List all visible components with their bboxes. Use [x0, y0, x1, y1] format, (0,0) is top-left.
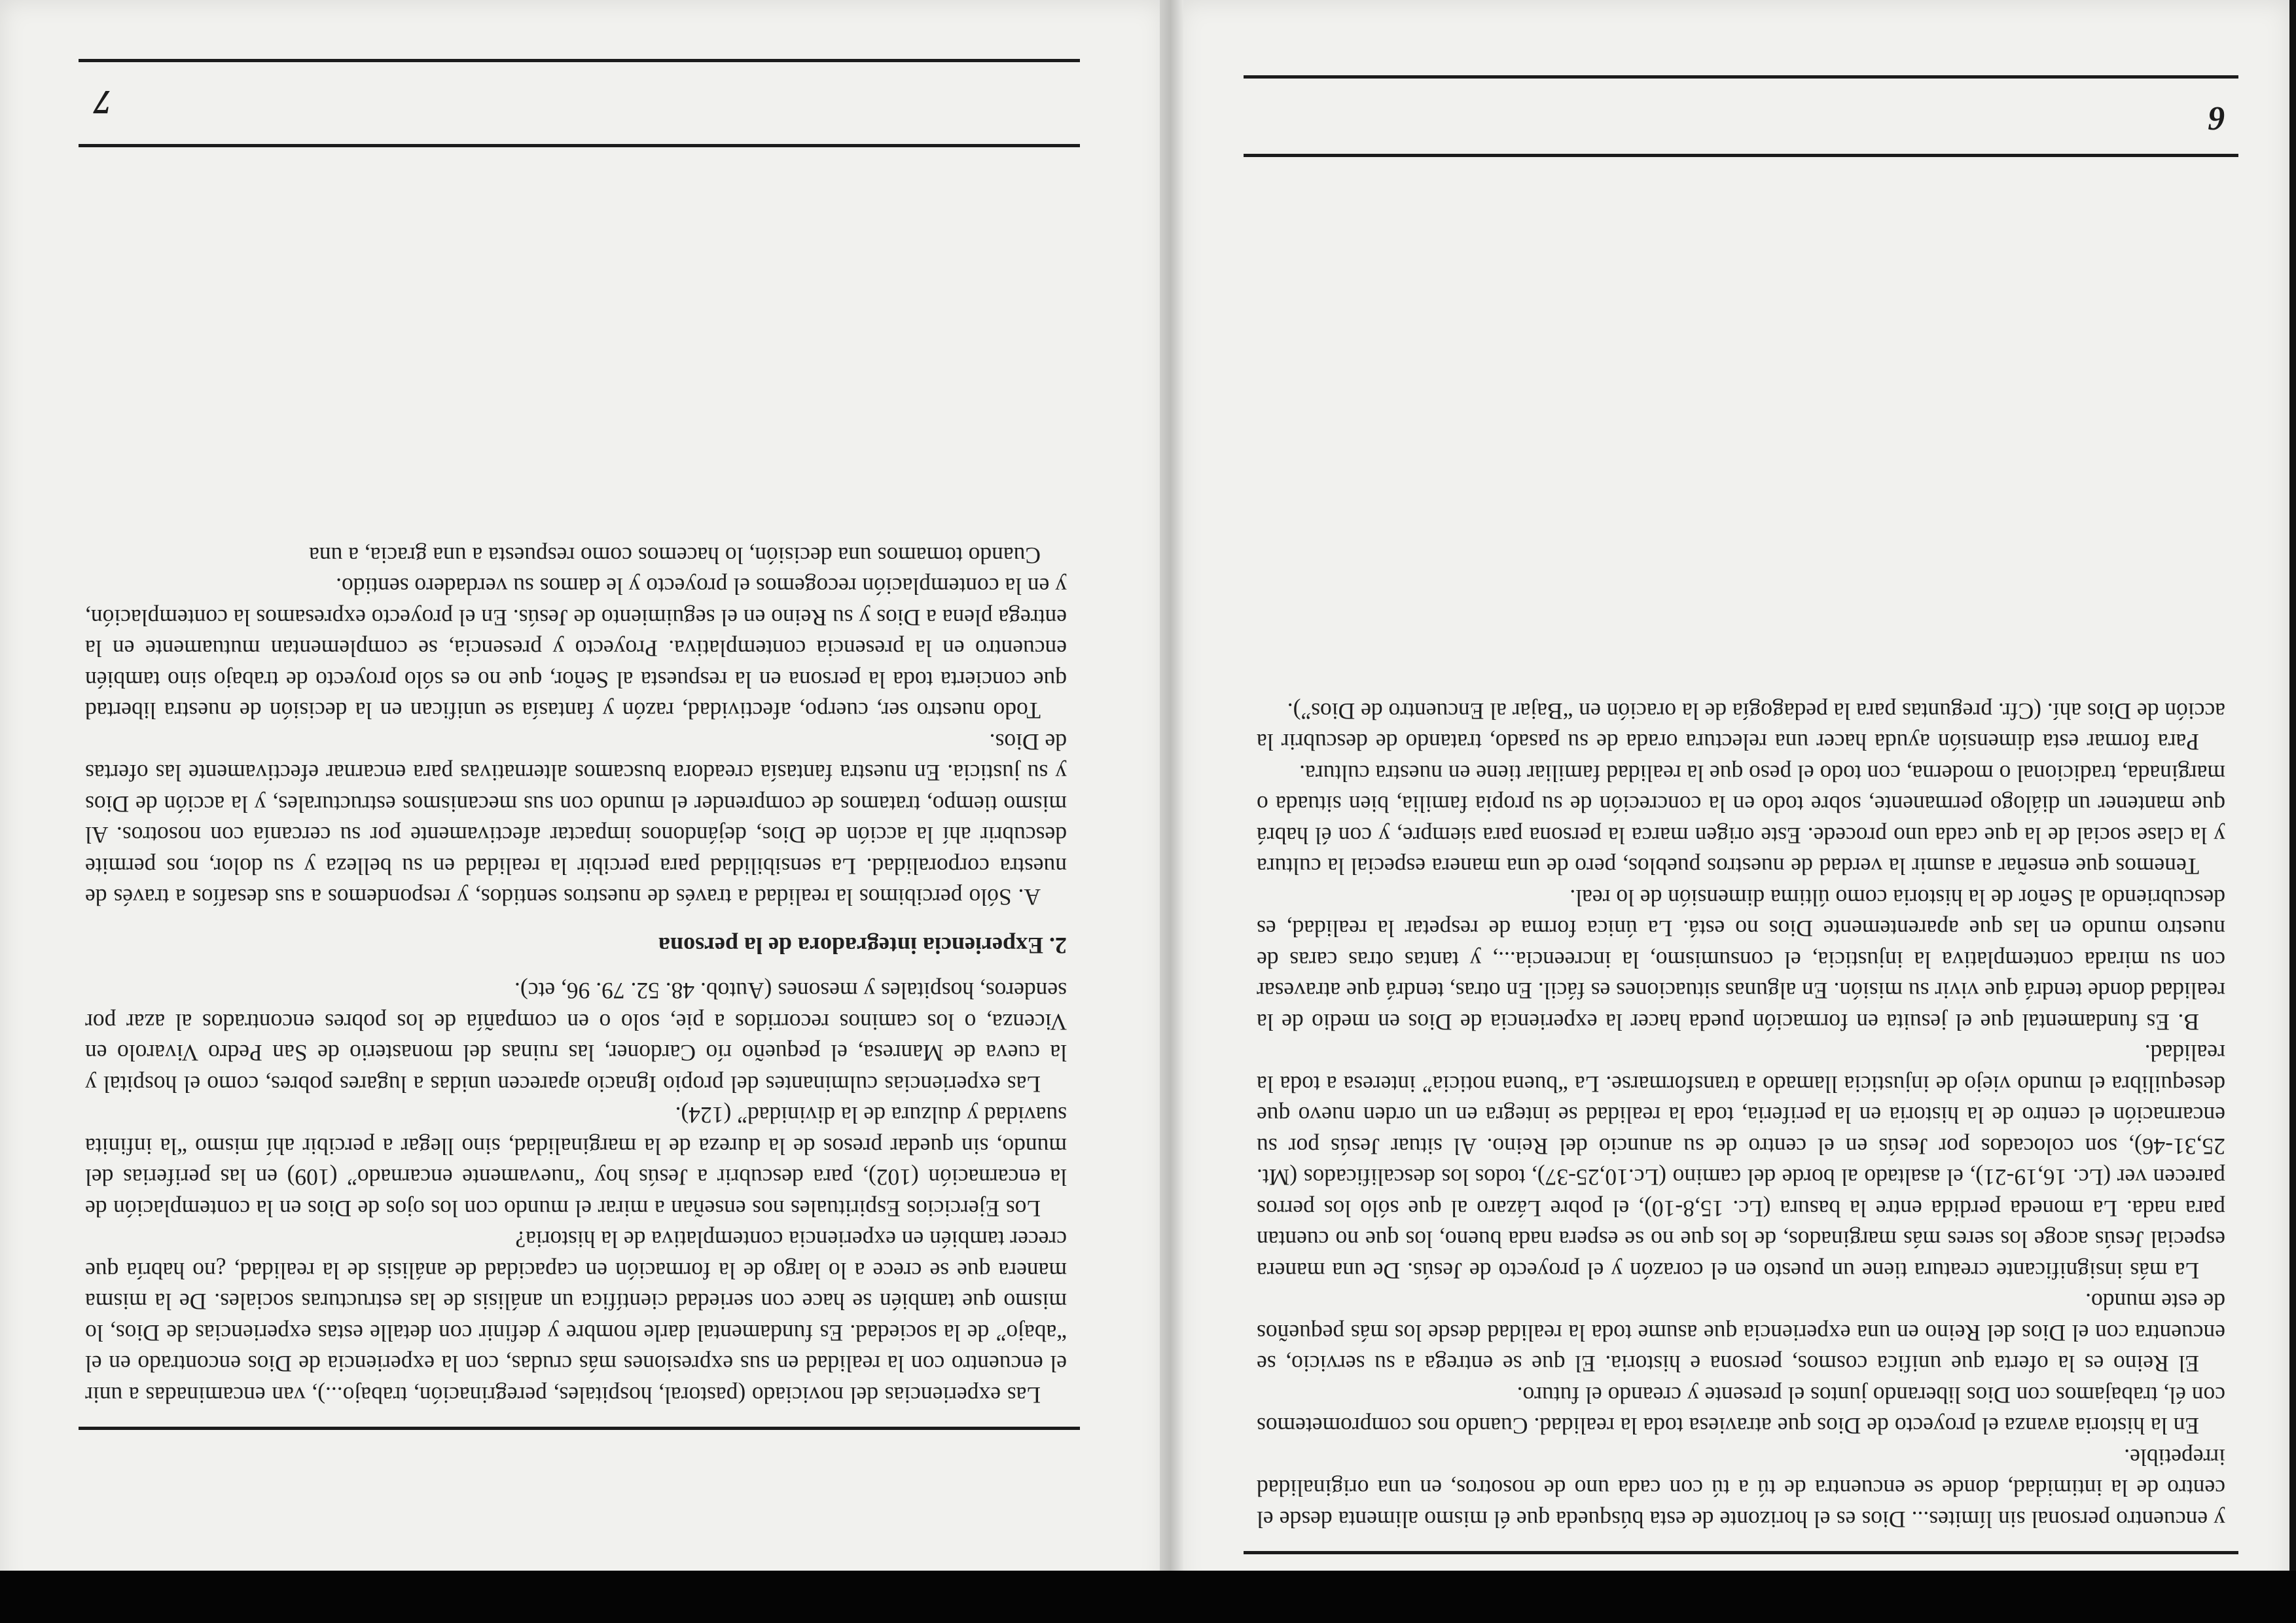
page-6-content — [1178, 0, 2291, 1597]
paragraph: Tenemos que enseñar a asumir la verdad de nuestros pueblos, pero de una manera especial la cultura y la clase social de la que cada uno procede. Este origen marca la persona para siempre, y con él habrá que mantener un diálogo permanente, sobre todo en la concreción de su propia familia, bien situada o marginada, tradicional o moderna, con todo el peso que la realidad familiar tiene en nuestra cultura. — [1257, 760, 2225, 880]
top-rule — [1244, 1551, 2238, 1554]
page-number: 7 — [94, 83, 111, 120]
paragraph: Los Ejercicios Espirituales nos enseñan a mirar el mundo con los ojos de Dios en la contemplación de la encarnación (102), para descubrir a Jesús hoy “nuevamente encarnado” (109) en las periferias del mundo, sin quedar presos de la dureza de la marginalidad, sino llegar a percibir ahí mismo “la infinita suavidad y dulzura de la divinidad” (124). — [85, 1102, 1067, 1222]
paragraph: Las experiencias culminantes del propio Ignacio aparecen unidas a lugares pobres, como el hospital y la cueva de Manresa, el pequeño río Cardoner, las ruinas del monasterio de San Pedro Vivarolo en Vicenza, o los caminos recorridos a pie, solo o en compañía de los pobres encontrados al azar por senderos, hospitales y mesones (Autob. 48. 52. 79. 96, etc). — [85, 978, 1067, 1097]
bottom-rule — [79, 144, 1080, 147]
scan-edge-right — [2289, 0, 2296, 1623]
footer-rule — [1244, 75, 2238, 79]
book-gutter — [1160, 0, 1183, 1597]
paragraph: Cuando tomamos una decisión, lo hacemos como respuesta a una gracia, a una — [309, 543, 1041, 569]
paragraph: B. Es fundamental que el jesuita en formación pueda hacer la experiencia de Dios en medio de la realidad donde tendrá que vivir su misión. En algunas situaciones es fácil. En otras, tendrá que atravesar con su mirada contemplativa la injusticia, el consumismo, la increencia..., y tantas otras caras de nuestro mundo en las que aparentemente Dios no está. La única forma de respetar la realidad, es descubriendo al Señor de la historia como última dimensión de lo real. — [1257, 885, 2225, 1035]
paragraph: La más insignificante creatura tiene un puesto en el corazón y el proyecto de Jesús. De una manera especial Jesús acoge los seres más marginados, de los que no se espera nada bueno, los que no cuentan para nada. La moneda perdida entre la basura (Lc. 15,8-10), el pobre Lázaro al que sólo los perros parecen ver (Lc. 16,19-21), el asaltado al borde del camino (Lc.10,25-37), todos los descalificados (Mt. 25,31-46), son colocados por Jesús en el centro de su anuncio del Reino. Al situar Jesús por su encarnación el centro de la historia en la periferia, toda la realidad se integra en un orden nuevo que desequilibra el mundo viejo de injusticia llamado a transformarse. La “buena noticia” interesa a toda la realidad. — [1257, 1040, 2225, 1284]
paragraph: Las experiencias del noviciado (pastoral, hospitales, peregrinación, trabajo...), van encaminadas a unir el encuentro con la realidad en sus expresiones más crudas, con la experiencia de Dios encontrado en el “abajo” de la sociedad. Es fundamental darle nombre y definir con detalle estas experiencias de Dios, lo mismo que también se hace con seriedad científica un análisis de las estructuras sociales. De la misma manera que se crece a lo largo de la formación en capacidad de análisis de la realidad, ¿no habría que crecer también en experiencia contemplativa de la historia? — [85, 1226, 1067, 1408]
section-heading: 2. Experiencia integradora de la persona — [658, 933, 1067, 959]
body-text — [1257, 696, 2225, 1535]
paragraph: Para formar esta dimensión ayuda hacer una relectura orada de su pasado, tratando de descubrir la acción de Dios ahí. (Cfr. preguntas para la pedagogía de la oración en “Bajar al Encuentro de Dios”). — [1257, 698, 2225, 756]
page-7 — [0, 0, 1165, 1597]
scan-edge-bottom — [0, 1571, 2296, 1623]
paragraph: A. Sólo percibimos la realidad a través de nuestros sentidos, y respondemos a sus desafíos a través de nuestra corporalidad. La sensibilidad para percibir la realidad en su belleza y su dolor, nos permite descubrir ahí la acción de Dios, dejándonos impactar afectivamente por su cercanía con nosotros. Al mismo tiempo, tratamos de comprender el mundo con sus mecanismos estructurales, y la acción de Dios y su justicia. En nuestra fantasía creadora buscamos alternativas para encarnar efectivamente las ofertas de Dios. — [85, 729, 1067, 911]
paragraph: En la historia avanza el proyecto de Dios que atraviesa toda la realidad. Cuando nos comprometemos con él, trabajamos con Dios liberando juntos el presente y creando el futuro. — [1257, 1382, 2225, 1440]
page-6 — [1178, 0, 2291, 1597]
page-number: 6 — [2208, 99, 2225, 137]
page-7-content — [0, 0, 1165, 1597]
top-rule — [79, 1427, 1080, 1430]
paragraph: y encuentro personal sin límites... Dios es el horizonte de esta búsqueda que él mismo alimenta desde el centro de la intimidad, donde se encuentra de tú a tú con cada uno de nosotros, en una originalidad irrepetible. — [1257, 1444, 2225, 1533]
bottom-rule — [1244, 154, 2238, 157]
paragraph: El Reino es la oferta que unifica cosmos, persona e historia. El que se entrega a su servicio, se encuentra con el Dios del Reino en una experiencia que asume toda la realidad desde los más pequeños de este mundo. — [1257, 1289, 2225, 1378]
footer-rule — [79, 59, 1080, 62]
paragraph: Todo nuestro ser, cuerpo, afectividad, razón y fantasía se unifican en la decisión de nuestra libertad que concierta toda la persona en la respuesta al Señor, que no es sólo proyecto de trabajo sino también encuentro en la presencia contemplativa. Proyecto y presencia, se complementan mutuamente en la entrega plena a Dios y su Reino en el seguimiento de Jesús. En el proyecto expresamos la contemplación, y en la contemplación recogemos el proyecto y le damos su verdadero sentido. — [85, 573, 1067, 724]
body-text — [85, 540, 1067, 1411]
